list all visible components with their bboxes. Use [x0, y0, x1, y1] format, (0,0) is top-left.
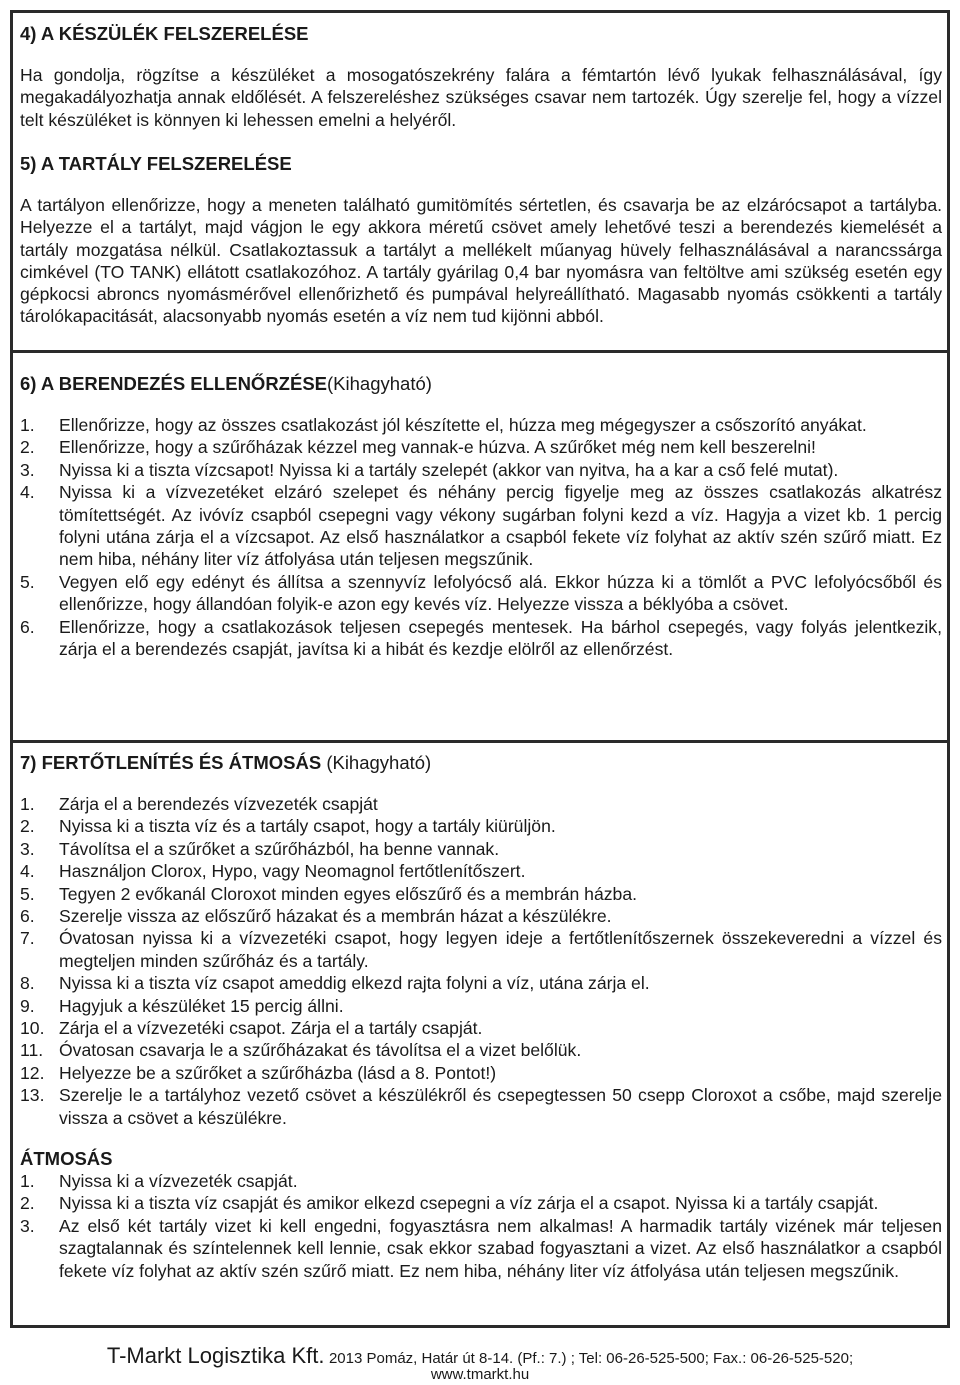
section-divider	[10, 740, 950, 743]
list-item-number: 11.	[20, 1040, 44, 1061]
list-item-text: Az első két tartály vizet ki kell engedni, fogyasztásra nem alkalmas! A harmadik tartály vizének már teljesen szagtalannak és színtelennek kell lennie, csak ekkor szabad fogyasztani a vizet. Az első használatkor a csapból fekete víz folyhat az aktív szén szűrő miatt. Ez nem hiba, néhány liter víz átfolyása után teljesen megszűnik.	[59, 1215, 942, 1281]
list-item-text: Használjon Clorox, Hypo, vagy Neomagnol fertőtlenítőszert.	[59, 861, 526, 882]
list-item-number: 2.	[20, 816, 35, 837]
list-item-number: 4.	[20, 482, 35, 503]
list-item	[20, 1215, 942, 1282]
flush-list	[20, 1170, 942, 1282]
list-item	[20, 860, 942, 882]
section-4-title: 4) A KÉSZÜLÉK FELSZERELÉSE	[20, 23, 309, 44]
section-7-list	[20, 793, 942, 1129]
list-item-text: Óvatosan nyissa ki a vízvezetéki csapot, hogy legyen ideje a fertőtlenítőszernek összekeveredni a vízzel és megteljen minden szűrőház és a tartály.	[59, 928, 942, 971]
list-item-number: 8.	[20, 973, 35, 994]
list-item-number: 5.	[20, 571, 35, 592]
footer-address: 2013 Pomáz, Határ út 8-14. (Pf.: 7.) ; Tel: 06-26-525-500; Fax.: 06-26-525-520;	[328, 1350, 854, 1367]
footer-company: T-Markt Logisztika Kft.	[106, 1343, 325, 1368]
list-item	[20, 815, 942, 837]
section-divider	[10, 350, 950, 353]
section-tank	[20, 153, 942, 328]
list-item-text: Nyissa ki a vízvezeték csapját.	[59, 1171, 298, 1191]
list-item	[20, 1062, 942, 1084]
list-item	[20, 927, 942, 972]
section-7-title-note: (Kihagyható)	[326, 752, 432, 773]
list-item-text: Szerelje vissza az előszűrő házakat és a membrán házat a készülékre.	[59, 906, 612, 927]
list-item	[20, 414, 942, 436]
list-item-text: Nyissa ki a tiszta víz csapot ameddig elkezd rajta folyni a víz, utána zárja el.	[59, 973, 650, 994]
list-item-number: 1.	[20, 1171, 35, 1191]
section-5-text: A tartályon ellenőrizze, hogy a meneten található gumitömítés sértetlen, és csavarja be az elzárócsapot a tartályba. Helyezze el a tartályt, majd vágjon le egy akkora méretű csövet amely lehetővé teszi a berendezés kiemelését a tartály mozgatása nélkül. Csatlakoztassuk a tartályt a mellékelt műanyag hüvely felhasználásával a narancssárga cimkével (TO TANK) ellátott csatlakozóhoz. A tartály gyárilag 0,4 bar nyomásra van feltöltve ami szükség esetén egy gépkocsi abroncs nyomásmérővel ellenőrizhető és pumpával helyreállítható. Magasabb nyomás csökkenti a tartály tárolókapacitását, alacsonyabb nyomás esetén a víz nem tud kijönni abból.	[20, 195, 942, 327]
section-6-list	[20, 414, 942, 660]
list-item-text: Zárja el a berendezés vízvezeték csapját	[59, 794, 378, 814]
flush-title: ÁTMOSÁS	[20, 1148, 113, 1169]
list-item	[20, 838, 942, 860]
section-flush	[20, 1148, 942, 1282]
list-item-number: 12.	[20, 1062, 45, 1083]
section-6-title	[20, 373, 942, 395]
list-item	[20, 1084, 942, 1129]
list-item-text: Tegyen 2 evőkanál Cloroxot minden egyes előszűrő és a membrán házba.	[59, 883, 637, 904]
list-item-number: 13.	[20, 1085, 45, 1106]
section-4-text: Ha gondolja, rögzítse a készüléket a mosogatószekrény falára a fémtartón lévő lyukak felhasználásával, így megakadályozhatja annak eldőlését. A felszereléshez szükséges csavar nem tartozék. Úgy szerelje fel, hogy a vízzel telt készüléket is könnyen ki lehessen emelni a helyéről.	[20, 65, 942, 130]
list-item	[20, 459, 942, 481]
list-item	[20, 905, 942, 927]
section-check	[20, 373, 942, 660]
section-7-title	[20, 752, 942, 774]
list-item	[20, 1192, 942, 1214]
list-item	[20, 972, 942, 994]
list-item-number: 1.	[20, 794, 35, 814]
footer-website: www.tmarkt.hu	[430, 1366, 530, 1383]
list-item-text: Ellenőrizze, hogy az összes csatlakozást jól készítette el, húzza meg mégegyszer a csőszorító anyákat.	[59, 415, 867, 435]
list-item-text: Nyissa ki a tiszta vízcsapot! Nyissa ki a tartály szelepét (akkor van nyitva, ha a kar a cső felé mutat).	[59, 459, 839, 480]
list-item-text: Óvatosan csavarja le a szűrőházakat és távolítsa el a vizet belőlük.	[59, 1040, 582, 1061]
list-item-number: 6.	[20, 616, 35, 637]
list-item-text: Nyissa ki a vízvezetéket elzáró szelepet és néhány percig figyelje meg az összes csatlakozás alkatrész tömítettségét. Az ivóvíz csapból csepegni vagy vékony sugárban folyni kezd a víz. Hagyja a vizet kb. 1 percig folyni utána zárja el a vízcsapot. Az első használatkor a csapból fekete víz folyhat az aktív szén szűrő miatt. Ez nem hiba, néhány liter víz átfolyása után teljesen megszűnik.	[59, 482, 942, 570]
list-item-number: 4.	[20, 861, 35, 882]
list-item	[20, 1039, 942, 1061]
section-6-title-note: (Kihagyható)	[327, 373, 432, 394]
section-7-title-text: 7) FERTŐTLENÍTÉS ÉS ÁTMOSÁS	[20, 752, 322, 773]
list-item	[20, 436, 942, 458]
list-item-text: Távolítsa el a szűrőket a szűrőházból, ha benne vannak.	[59, 838, 500, 859]
list-item-number: 3.	[20, 459, 35, 480]
list-item	[20, 793, 942, 815]
list-item-number: 1.	[20, 415, 35, 435]
list-item-text: Szerelje le a tartályhoz vezető csövet a készülékről és csepegtessen 50 csepp Cloroxot a csőbe, majd szerelje vissza a csövet a készülékre.	[59, 1085, 942, 1128]
section-disinfection	[20, 752, 942, 1129]
list-item-number: 2.	[20, 1193, 35, 1214]
list-item-number: 7.	[20, 928, 35, 949]
list-item-number: 2.	[20, 437, 35, 458]
list-item-text: Zárja el a vízvezetéki csapot. Zárja el a tartály csapját.	[59, 1018, 483, 1039]
footer-web-line	[0, 1366, 960, 1384]
list-item-number: 3.	[20, 838, 35, 859]
list-item	[20, 1170, 942, 1192]
section-5-title: 5) A TARTÁLY FELSZERELÉSE	[20, 153, 292, 174]
list-item-number: 3.	[20, 1215, 35, 1236]
list-item-text: Helyezze be a szűrőket a szűrőházba (lásd a 8. Pontot!)	[59, 1062, 497, 1083]
list-item	[20, 481, 942, 571]
list-item	[20, 616, 942, 661]
section-installation	[20, 23, 942, 131]
list-item-text: Nyissa ki a tiszta víz csapját és amikor elkezd csepegni a víz zárja el a csapot. Nyissa ki a tartály csapját.	[59, 1193, 879, 1214]
list-item	[20, 1017, 942, 1039]
list-item	[20, 995, 942, 1017]
list-item-text: Ellenőrizze, hogy a szűrőházak kézzel meg vannak-e húzva. A szűrőket még nem kell beszerelni!	[59, 437, 816, 458]
list-item-text: Vegyen elő egy edényt és állítsa a szennyvíz lefolyócső alá. Ekkor húzza ki a tömlőt a PVC lefolyócsőből és ellenőrizze, hogy állandóan folyik-e azon egy kevés víz. Helyezze vissza a béklyóba a csövet.	[59, 571, 942, 615]
list-item-text: Ellenőrizze, hogy a csatlakozások teljesen csepegés mentesek. Ha bárhol csepegés, vagy folyás jelentkezik, zárja el a berendezés csapját, javítsa ki a hibát és kezdje elölről az ellenőrzést.	[59, 616, 942, 660]
list-item	[20, 883, 942, 905]
list-item-number: 10.	[20, 1018, 45, 1039]
list-item-number: 9.	[20, 995, 35, 1016]
section-6-title-text: 6) A BERENDEZÉS ELLENŐRZÉSE	[20, 373, 328, 394]
list-item	[20, 571, 942, 616]
list-item-text: Nyissa ki a tiszta víz és a tartály csapot, hogy a tartály kiürüljön.	[59, 816, 556, 837]
list-item-number: 5.	[20, 883, 35, 904]
list-item-number: 6.	[20, 906, 35, 927]
list-item-text: Hagyjuk a készüléket 15 percig állni.	[59, 995, 344, 1016]
